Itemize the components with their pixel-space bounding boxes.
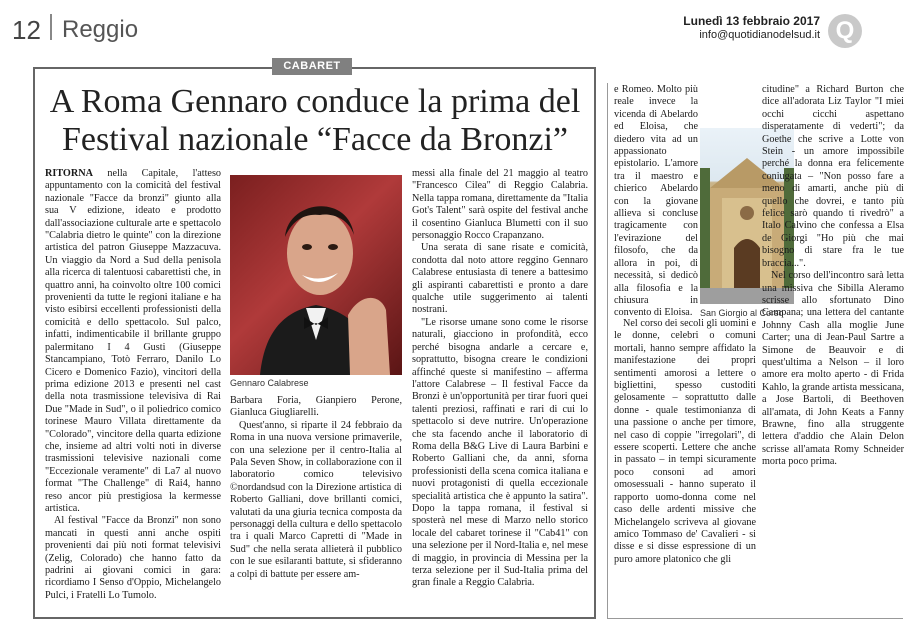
contact-email[interactable]: info@quotidianodelsud.it: [699, 29, 820, 41]
page-number: 12: [12, 15, 41, 45]
col1-text: nella Capitale, l'atteso appuntamento con la comicità del festival nazionale "Facce da bronzi" giunto alla sua V edizione, ideato e prodotto dall'associazione culturale arte e spettacolo "Calabria dietro le quinte" con la direzione artistica del patron Giuseppe Mazzacuva. Un viaggio da Nord a Sud della penisola alla ricerca di talentuosi cabarettisti che, in quattro anni, ha coinvolto oltre 100 comici provenienti da tutte le regioni italiane e ha visto esibirsi eccellenti professionisti della comicità e dello spettacolo. Sul palco, infatti, indimenticabile il brillante gruppo palermitano I 4 Gusti (Giuseppe Stancampiano, Totò Ferraro, Danilo Lo Cicero e Domenico Fazio), vincitori della prima edizione 2013 e presenti nel cast della nota trasmissione televisiva di Rai Due "Made in Sud", o il poliedrico comico torinese Mauro Villata direttamente da "Colorado", vincitore della quarta edizione che, insieme ad altri volti noti in diverse trasmissioni televisive nazionali come "Eccezionale veramente" di La7 al nuovo format "The Challenge" di Rai4, hanno reso ancor più prestigiosa la kermesse artistica.: [45, 168, 222, 514]
portrait-photo: [230, 175, 402, 375]
article-column-3: [412, 168, 588, 590]
article-column-1: [45, 168, 221, 602]
lead-word: RITORNA: [45, 168, 93, 179]
logo-letter: Q: [835, 17, 855, 44]
article-headline: A Roma Gennaro conduce la prima del Festival nazionale “Facce da Bronzi”: [49, 83, 581, 158]
photo-caption: Gennaro Calabrese: [230, 378, 309, 388]
col1-paragraph-2: Al festival "Facce da Bronzi" non sono mancati in questi anni anche ospiti provenienti dai più noti format televisivi (Zelig, Colorado) che hanno fatto da padrini ai giovani comici in gara: ricordiamo I Senso d'Oppio, Michelangelo Pulci, i Fratelli Lo Tumolo.: [45, 515, 221, 601]
side-article-column-2: [762, 84, 904, 469]
col4-text-b: Nel corso dei secoli gli uomini e le donne, celebri o comuni mortali, hanno sempre affidato la manifestazione dei propri sentimenti amorosi a lettere o bigliettini, spesso custoditi gelosamente – soprattutto dalle donne - quale testimonianza di una passione o anche per timore, nel caso di coppie "irregolari", di essere scoperti. Lettere che anche in passato – in tempi sicuramente poco consoni ad amori omosessuali - hanno superato il rapporto uomo-donna come nel caso delle ardenti missive che Michelangelo scriveva al giovane amico Tommaso de' Cavalieri - si disse e si disse espressione di un puro amore platonico che gli: [614, 318, 756, 565]
church-caption: San Giorgio al Corso: [700, 308, 784, 318]
section-title: Reggio: [62, 16, 139, 43]
col5-text-a: citudine" a Richard Burton che dice all'adorata Liz Taylor "I miei occhi cicchi aspettano disperatamente di vederti"; da Goethe che scrive a Lotte von Stein - un amore impossibile perché la donna era felicemente coniugata – "Non posso fare a meno di amarti, anche più di quello che dovrei, e tanto più felice sarò quando ti rivedrò" a Italo Calvino che confessa a Elsa de Giorgi "Ho più che mai bisogno di stare fra le tue braccia...".: [762, 84, 904, 269]
col3-paragraph-2: Una serata di sane risate e comicità, condotta dal noto attore reggino Gennaro Calabrese entusiasta di tenere a battesimo gli aspiranti cabarettisti e pronto a dare qualche utile suggerimento ai talenti nostrani.: [412, 242, 588, 316]
side-article-column-1b: [614, 318, 756, 566]
col2-text: Barbara Foria, Gianpiero Perone, Gianluca Giugliarelli.: [230, 395, 402, 419]
col4-text-a: e Romeo. Molto più reale invece la vicenda di Abelardo ed Eloisa, che diedero vita ad un appassionato epistolario. L'amore tra il maestro e chierico Abelardo con la giovane allieva si concluse tragicamente con l'evirazione del filosofo, che da allora in poi, di necessità, si dedicò alla filosofia e la chiusura in convento di Eloisa.: [614, 84, 698, 319]
side-article-column-1a: [614, 84, 698, 320]
col3-paragraph-3: "Le risorse umane sono come le risorse naturali, giacciono in profondità, ecco perché bisogna andarle a cercare e, soprattutto, bisogna creare le condizioni affinché queste si manifestino – afferma l'attore Calabrese – Il festival Facce da Bronzi è un'opportunità per tirar fuori quei talenti preziosi, raffinati e rari di cui lo spettacolo si deve nutrire. Un'operazione che sta facendo anche il laboratorio di Roma della B&G Live di Laura Barbini e Roberto Galliani che, da anni, sforna professionisti della scena comica italiana e nuovi protagonisti di quella eccezionale specialità artistica che è appunto la satira". Dopo la tappa romana, il festival si sposterà nel mese di Marzo nello storico locale del cabaret torinese il "Cab41" con una selezione per il Nord-Italia e, nel mese di maggio, in provincia di Messina per la terza selezione per il Sud-Italia prima del gran finale a Reggio Calabria.: [412, 316, 588, 589]
header-divider: [50, 14, 52, 40]
article-column-2: [230, 395, 402, 581]
col2-paragraph-2: Quest'anno, si riparte il 24 febbraio da Roma in una nuova versione primaverile, con una selezione per il centro-Italia al Pala Seven Show, in collaborazione con il laboratorio comico televisivo ©nordandsud con la Direzione artistica di Roberto Galliani, dove brillanti comici, valutati da una giuria tecnica composta da personaggi della cultura e dello spettacolo tra i quali Marco Capretti di "Made in Sud" che nella serata allieterà il pubblico con le sue esilaranti battute, si sfideranno a colpi di battute per essere am-: [230, 419, 402, 580]
portrait-illustration: [230, 175, 402, 375]
col3-text: messi alla finale del 21 maggio al teatro "Francesco Cilea" di Reggio Calabria. Nella tappa romana, direttamente da "Italia Got's Talent" sarà ospite del festival anche il cosentino Gianluca Blumetti con il suo personaggio Rocco Crapanzano.: [412, 168, 588, 242]
issue-date: Lunedì 13 febbraio 2017: [683, 14, 820, 28]
newspaper-logo: [828, 14, 862, 48]
col5-text-b: Nel corso dell'incontro sarà letta una missiva che Sibilla Aleramo scrisse allo sfortunato Dino Campana; una lettera del cantante Johnny Cash alla moglie June Carter; una di Jean-Paul Sartre a Simone de Beauvoir e di quest'ultima a Nelson – il loro amore era molto aperto - di Frida Kahlo, la grande artista messicana, a Jose Bartoli, di Beethoven all'amata, di John Keats a Fanny Brawne, fino alla struggente lettera d'addio che Alain Delon scrisse all'amata Romy Schneider morta poco prima.: [762, 270, 905, 468]
kicker-label: CABARET: [272, 58, 352, 75]
